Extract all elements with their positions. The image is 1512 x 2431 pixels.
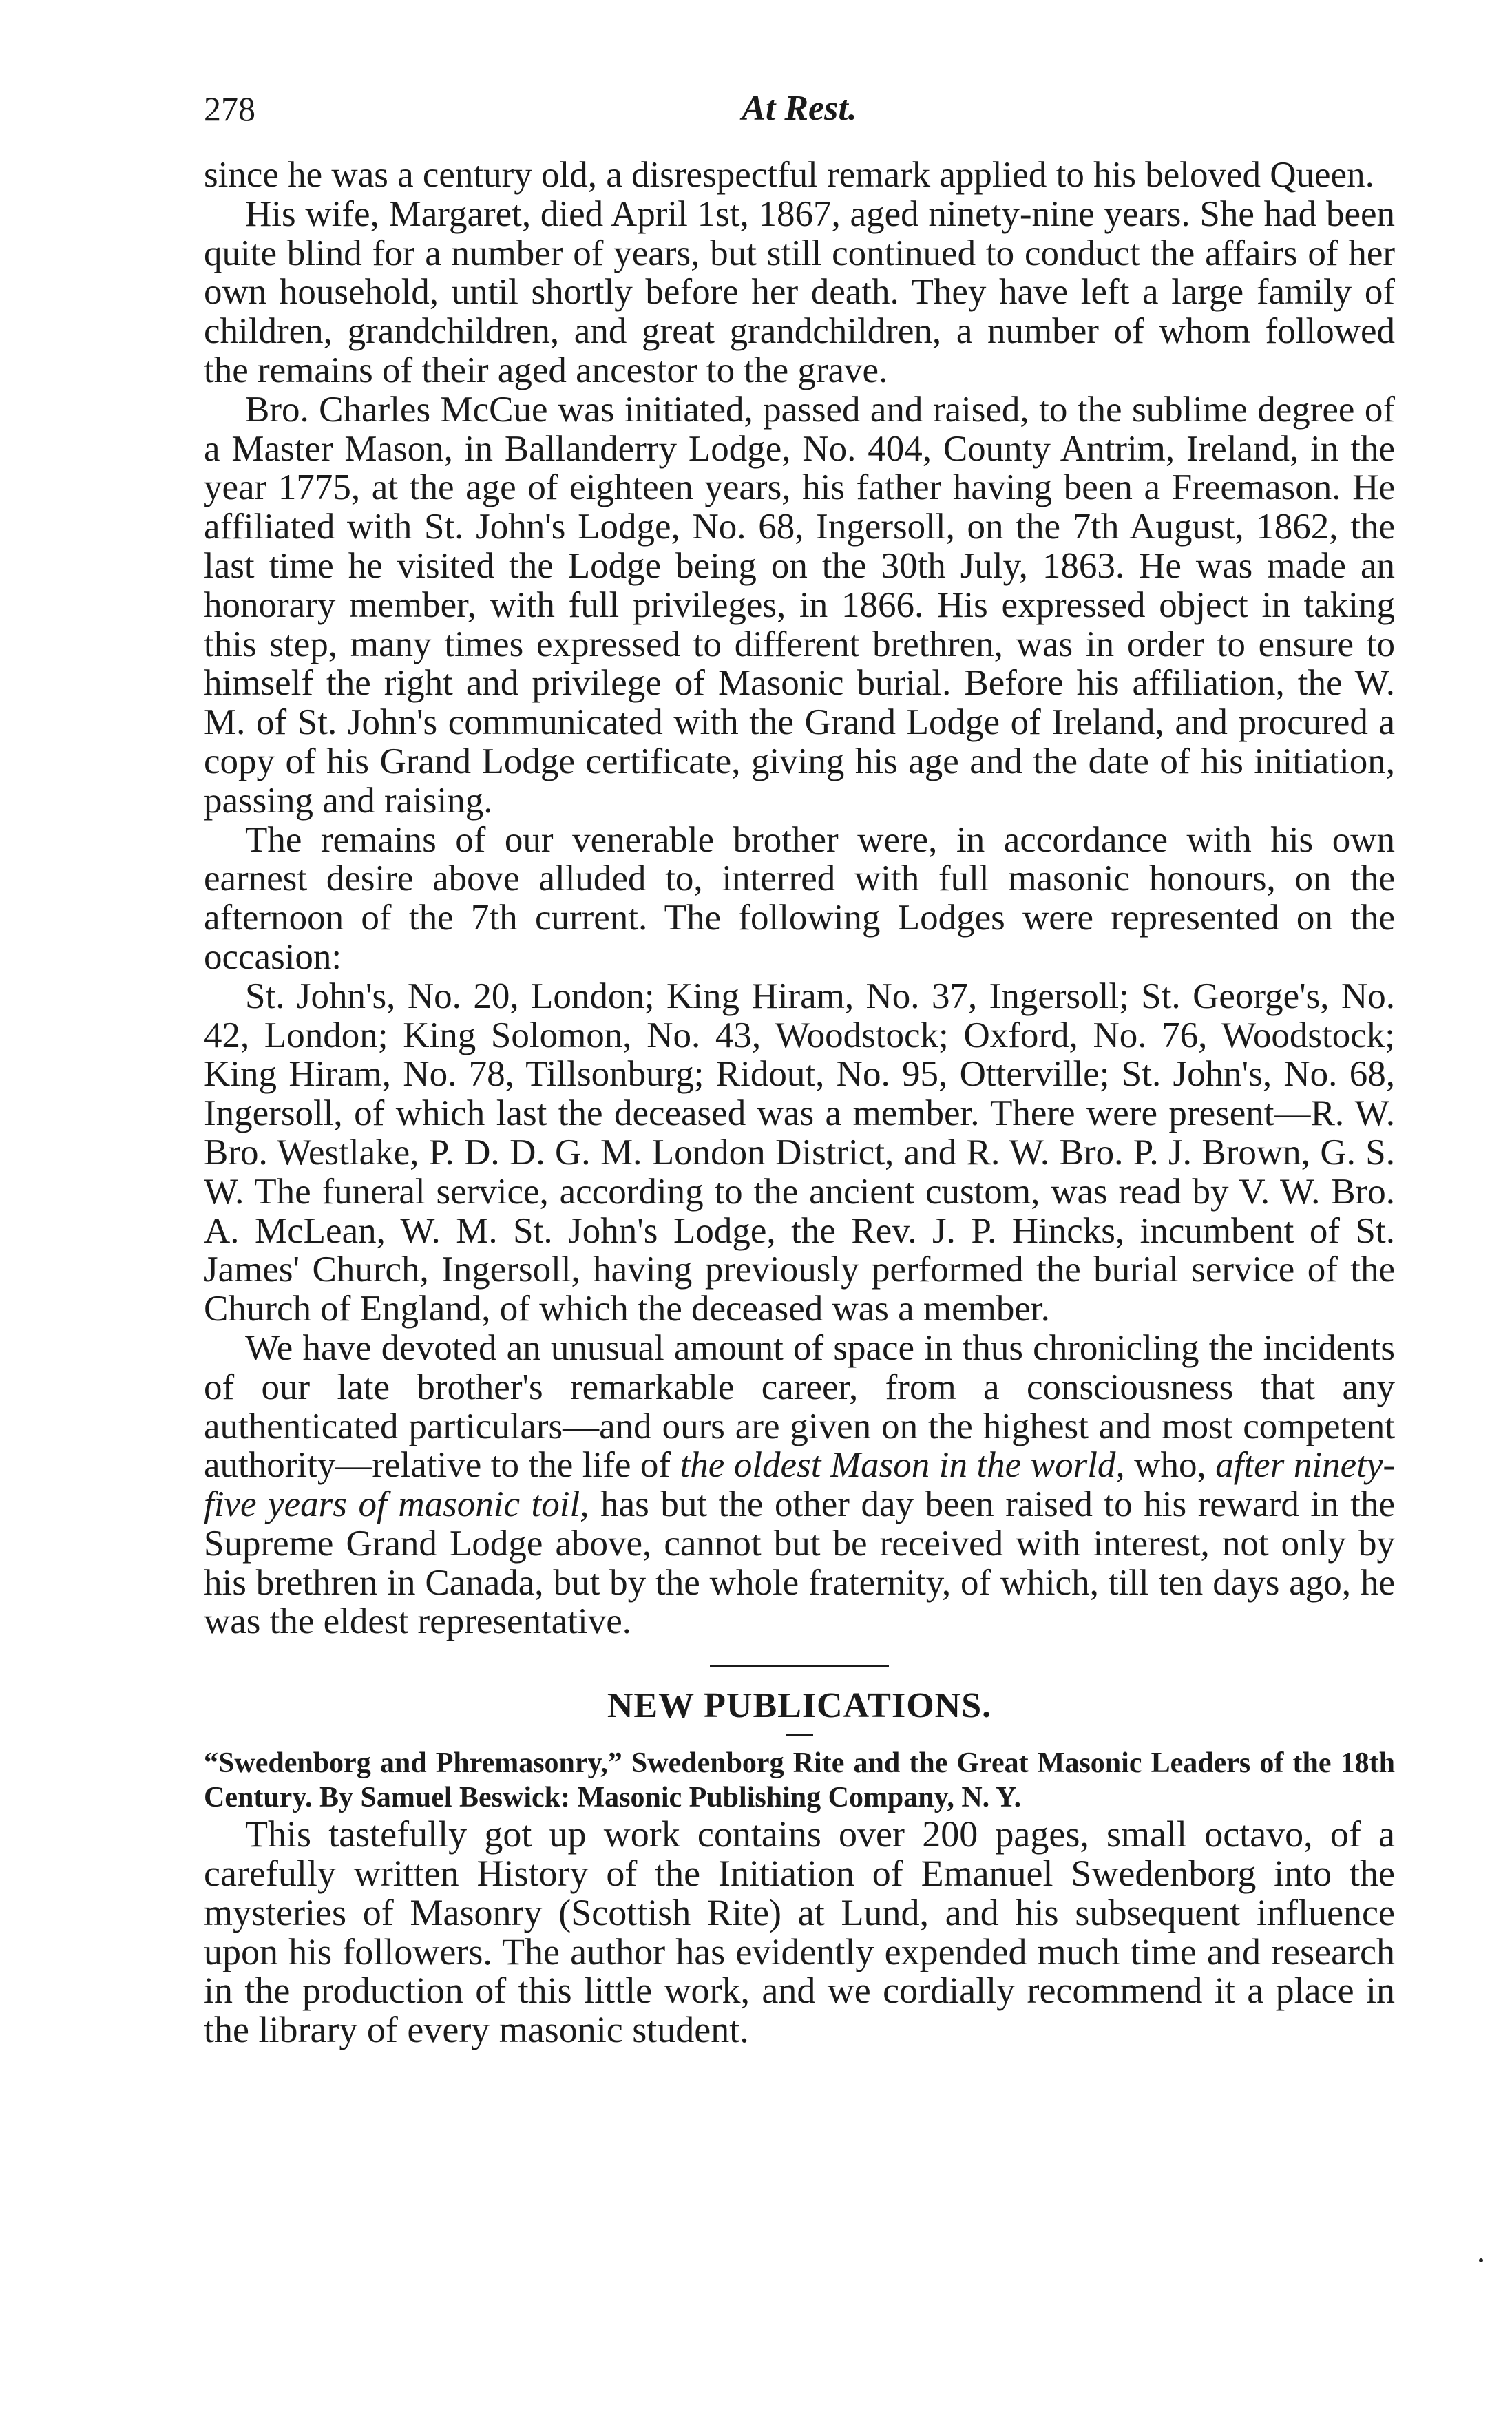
paragraph-funeral: The remains of our venerable brother were, in accordance with his own earnest desire above alluded to, interred with full masonic honours, on the afternoon of the 7th current. The following Lodges were represented on the occasion:: [204, 819, 1395, 977]
closing-text-c: has but the other day been raised to his reward in the Supreme Grand Lodge above, cannot but be received with interest, not only by his brethren in Canada, but by the whole fraternity, of which, till ten days ago, he was the eldest representative.: [204, 1484, 1395, 1642]
paragraph-wife: His wife, Margaret, died April 1st, 1867, aged ninety-nine years. She had been quite blind for a number of years, but still continued to conduct the affairs of her own household, until shortly before her death. They have left a large family of children, grandchildren, and great grandchildren, a number of whom followed the remains of their aged ancestor to the grave.: [204, 193, 1395, 390]
paragraph-masonic-career: Bro. Charles McCue was initiated, passed and raised, to the sublime degree of a Master Mason, in Ballanderry Lodge, No. 404, County Antrim, Ireland, in the year 1775, at the age of eighteen years, his father having been a Freemason. He affiliated with St. John's Lodge, No. 68, Ingersoll, on the 7th August, 1862, the last time he visited the Lodge being on the 30th July, 1863. He was made an honorary member, with full privileges, in 1866. His expressed object in taking this step, many times expressed to different brethren, was in order to ensure to himself the right and privilege of Masonic burial. Before his affiliation, the W. M. of St. John's communicated with the Grand Lodge of Ireland, and procured a copy of his Grand Lodge certificate, giving his age and the date of his initiation, passing and raising.: [204, 389, 1395, 821]
closing-italic-ninety-five-years: after ninety-five years of masonic toil,: [204, 1445, 1395, 1525]
text-column: [204, 156, 1395, 2050]
paragraph-closing: [204, 1329, 1395, 1641]
paragraph-lodges-list: St. John's, No. 20, London; King Hiram, No. 37, Ingersoll; St. George's, No. 42, London; King Solomon, No. 43, Woodstock; Oxford, No. 76, Woodstock; King Hiram, No. 78, Tillsonburg; Ridout, No. 95, Otterville; St. John's, No. 68, Ingersoll, of which last the deceased was a member. There were present—R. W. Bro. Westlake, P. D. D. G. M. London District, and R. W. Bro. P. J. Brown, G. S. W. The funeral service, according to the ancient custom, was read by V. W. Bro. A. McLean, W. M. St. John's Lodge, the Rev. J. P. Hincks, incumbent of St. James' Church, Ingersoll, having previously performed the burial service of the Church of England, of which the deceased was a member.: [204, 976, 1395, 1329]
running-head: At Rest.: [742, 89, 857, 128]
closing-text-a: We have devoted an unusual amount of space in thus chronicling the incidents of our late brother's remarkable career, from a consciousness that any authenticated particulars—and ours are given on the highest and most competent authority—relative to the life of: [204, 1327, 1395, 1486]
closing-text-b: who,: [1124, 1445, 1216, 1486]
page-number: 278: [204, 90, 255, 128]
publication-review: This tastefully got up work contains over 200 pages, small octavo, of a carefully written History of the Initiation of Emanuel Swedenborg into the mysteries of Masonry (Scottish Rite) at Lund, and his subsequent influence upon his followers. The author has evidently expended much time and research in the production of this little work, and we cordially recommend it a place in the library of every masonic student.: [204, 1813, 1395, 2051]
heading-dash: [786, 1734, 813, 1736]
stray-mark: [1479, 2258, 1483, 2262]
page-header: [204, 81, 1395, 136]
section-heading-new-publications: NEW PUBLICATIONS.: [607, 1686, 992, 1726]
publication-citation: “Swedenborg and Phremasonry,” Swedenborg Rite and the Great Masonic Leaders of the 18th Century. By Samuel Beswick: Masonic Publishing Company, N. Y.: [204, 1747, 1395, 1814]
closing-italic-oldest-mason: the oldest Mason in the world,: [680, 1445, 1125, 1486]
section-divider: [710, 1665, 889, 1667]
paragraph-continuation: since he was a century old, a disrespectful remark applied to his beloved Queen.: [204, 155, 1374, 195]
